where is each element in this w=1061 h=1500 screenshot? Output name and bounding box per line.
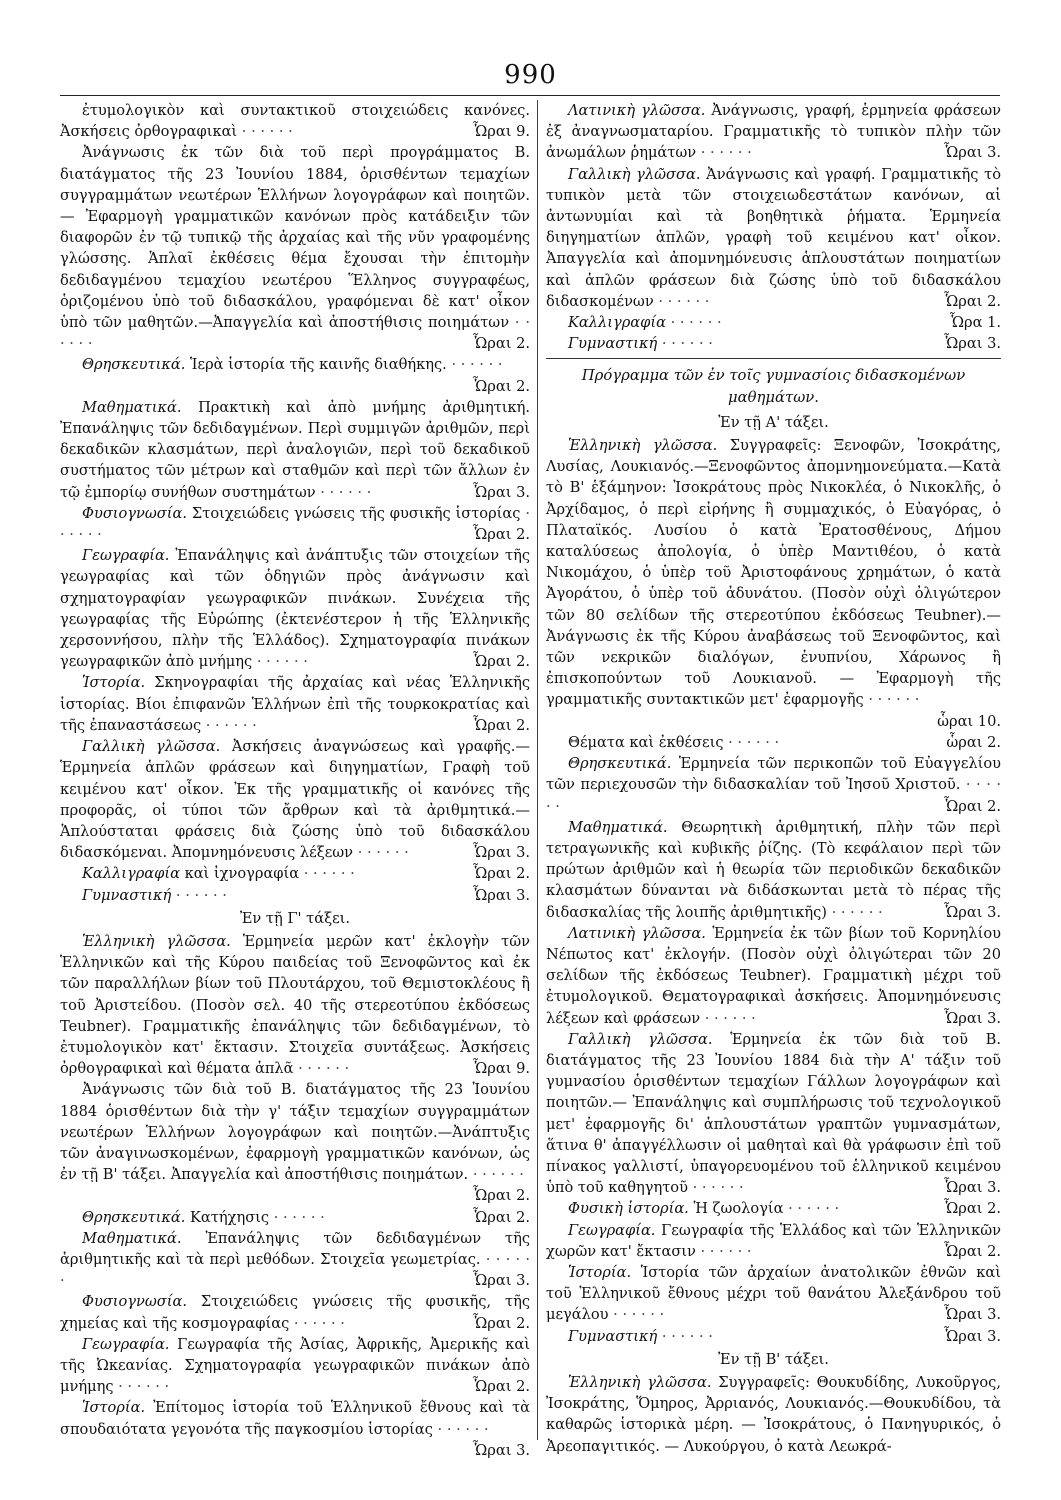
dot-leader: · · · · · · <box>608 1306 665 1324</box>
course-text <box>60 545 530 672</box>
course-text <box>546 923 1001 1029</box>
hours-per-week: Ὧρα 1. <box>949 314 1001 332</box>
subject-label: Γυμναστική <box>568 1327 658 1345</box>
hours-per-week: Ὧραι 2. <box>473 865 530 883</box>
subject-label: Λατινικὴ γλῶσσα. <box>568 102 706 119</box>
subject-label: Ἑλληνικὴ γλῶσσα. <box>82 932 231 950</box>
course-description: Ἡ ζωολογία <box>693 1200 784 1218</box>
course-entry <box>60 1291 530 1333</box>
course-description: Θέματα καὶ ἐκθέσεις <box>568 733 724 751</box>
hours-per-week: Ὧραι 2. <box>473 1314 530 1332</box>
subject-label: Ἑλληνικὴ γλῶσσα. <box>568 437 718 455</box>
course-text <box>546 1198 1001 1219</box>
hours-per-week: Ὧραι 2. <box>473 716 530 734</box>
course-description: Κατήχησις <box>190 1208 270 1226</box>
dot-leader: · · · · · · <box>269 1208 325 1226</box>
course-entry <box>546 333 1001 354</box>
course-entry <box>60 1079 530 1206</box>
course-text <box>546 817 1001 923</box>
course-text <box>546 753 1001 817</box>
subject-label: Ἱστορία. <box>82 674 146 692</box>
hours-per-week: Ὧραι 2. <box>473 1378 530 1396</box>
hours-per-week: Ὧραι 3. <box>473 1441 530 1459</box>
subject-label: Γυμναστική <box>82 886 172 904</box>
course-entry <box>546 1029 1001 1199</box>
dot-leader: · · · · · · <box>696 144 752 162</box>
subject-label: Γυμναστική <box>568 335 658 353</box>
dot-leader: · · · · · · <box>353 844 409 862</box>
subject-label: Ἑλληνικὴ γλῶσσα. <box>568 1373 712 1391</box>
dot-leader: · · · · · · <box>661 335 713 353</box>
course-description: Πρακτικὴ καὶ ἀπὸ μνήμης ἀριθμητική. Ἐπανάληψις τῶν δεδιδαγμένων. Περὶ συμμιγῶν ἀριθμῶν, περὶ δεκαδικῶν κλασμάτων, περὶ ἀναλογιῶν, περὶ τοῦ δεκαδικοῦ συστήματος τῶν μέτρων καὶ σταθμῶν καὶ περὶ τῶν ἄλλων ἐν τῷ ἐμπορίῳ συνήθων συστημάτων <box>60 398 530 501</box>
dot-leader: · · · · · · <box>113 1378 170 1396</box>
course-description: Ἐπίτομος ἱστορία τοῦ Ἑλληνικοῦ ἔθνους καὶ τὰ σπουδαιότατα γεγονότα τῆς παγκοσμίου ἱστορίας <box>60 1399 531 1438</box>
subject-label: Καλλιγραφία <box>568 314 666 332</box>
page-number: 990 <box>504 60 557 90</box>
hours-per-week: Ὧραι 2. <box>944 1200 1001 1218</box>
dot-leader: · · · · · · <box>468 1166 524 1184</box>
dot-leader: · · · · · · <box>687 1179 744 1197</box>
course-description: Ἀνάγνωσις, γραφή, ἑρμηνεία φράσεων ἐξ ἀναγνωσματαρίου. Γραμματικῆς τὸ τυπικὸν πλὴν τῶν ἀνωμάλων ῥημάτων <box>546 102 1001 162</box>
hours-per-week: Ὧραι 3. <box>944 903 1001 921</box>
dot-leader: · · · · · · <box>546 776 1001 815</box>
course-description: Γεωγραφία τῆς Ἀσίας, Ἀφρικῆς, Ἀμερικῆς καὶ τῆς Ὠκεανίας. Σχηματογραφία γεωγραφικῶν πινάκων ἀπὸ μνήμης <box>60 1335 531 1396</box>
dot-leader: · · · · · · <box>826 903 883 921</box>
course-entry <box>60 1397 530 1461</box>
dot-leader: · · · · · · <box>723 733 780 751</box>
course-description: Ἑρμηνεία τῶν περικοπῶν τοῦ Εὐαγγελίου τῶν περιεχουσῶν τὴν διδασκαλίαν τοῦ Ἰησοῦ Χριστοῦ. <box>546 755 1002 794</box>
subject-label: Λατινικὴ γλῶσσα. <box>568 924 706 942</box>
hours-per-week: Ὧραι 3. <box>944 144 1001 162</box>
hours-per-week: Ὧραι 2. <box>473 335 530 353</box>
course-entry <box>60 885 530 906</box>
course-text <box>60 354 530 396</box>
course-text <box>60 931 530 1079</box>
course-text <box>546 1029 1001 1199</box>
course-entry <box>60 1207 530 1228</box>
right-column <box>546 100 1002 1455</box>
course-entry <box>546 817 1001 923</box>
course-description: Ἱστορία τῶν ἀρχαίων ἀνατολικῶν ἐθνῶν καὶ τοῦ Ἑλληνικοῦ ἔθνους μέχρι τοῦ θανάτου Ἀλεξάνδρου τοῦ μεγάλου <box>546 1263 1002 1324</box>
column-divider <box>537 100 538 1440</box>
hours-per-week: Ὧραι 3. <box>473 1272 530 1290</box>
course-entry <box>60 736 530 863</box>
course-entry <box>546 923 1001 1029</box>
course-entry <box>60 863 530 884</box>
class-section-heading: Ἐν τῇ Γ' τάξει. <box>239 909 351 927</box>
course-text <box>60 1334 530 1398</box>
course-text <box>546 1326 1001 1347</box>
subject-label: Φυσιογνωσία. <box>82 504 187 522</box>
course-description: Ἀνάγνωσις ἐκ τῶν διὰ τοῦ περὶ προγράμματος Β. διατάγματος τῆς 23 Ἰουνίου 1884, ὁρισθέντων τεμαχίων συγγραμμάτων νεωτέρων Ἑλλήνων λογογράφων καὶ ποιητῶν.— Ἐφαρμογὴ γραμματικῶν κανόνων πρὸς κατάδειξιν τῶν διαφορῶν ἐν τῷ τυπικῷ τῆς ἀρχαίας καὶ τῆς νῦν γραφομένης γλώσσης. Ἁπλαῖ ἐκθέσεις θέμα ἔχουσαι τὴν ἐπιτομὴν δεδιδαγμένου τεμαχίου νεωτέρου Ἕλληνος συγγραφέως, ὁριζομένου ὑπὸ τοῦ διδασκάλου, γραφόμεναι δὲ κατ' οἶκον ὑπὸ τῶν μαθητῶν.—Ἀπαγγελία καὶ ἀποστήθισις ποιημάτων <box>60 144 530 332</box>
header-rule <box>60 95 1000 96</box>
course-entry <box>546 1220 1001 1262</box>
course-description: καὶ ἰχνογραφία <box>184 865 300 883</box>
hours-per-week: Ὧραι 3. <box>473 483 530 501</box>
course-entry <box>60 1334 530 1398</box>
course-text <box>546 312 1001 333</box>
dot-leader: · · · · · · <box>201 716 257 734</box>
hours-per-week: Ὧραι 3. <box>473 886 530 904</box>
course-entry <box>60 100 530 142</box>
hours-per-week: Ὧραι 3. <box>944 1327 1001 1345</box>
course-text <box>60 397 530 503</box>
subject-label: Θρησκευτικά. <box>82 1208 186 1226</box>
course-entry <box>546 753 1001 817</box>
course-entry <box>546 164 1001 312</box>
course-entry <box>546 1326 1001 1347</box>
dot-leader: · · · · · · <box>299 865 355 883</box>
course-text <box>60 863 530 884</box>
course-text <box>60 1291 530 1333</box>
subject-label: Γεωγραφία. <box>82 1335 170 1353</box>
course-description: ἐτυμολογικὸν καὶ συντακτικοῦ στοιχειώδεις κανόνες. Ἀσκήσεις ὀρθογραφικαὶ <box>60 102 530 141</box>
subject-label: Φυσικὴ ἱστορία. <box>568 1200 689 1218</box>
dot-leader: · · · · · · <box>315 483 372 501</box>
hours-per-week: Ὧραι 9. <box>473 123 530 141</box>
dot-leader: · · · · · · <box>175 886 227 904</box>
dot-leader: · · · · · · <box>695 1242 752 1260</box>
subject-label: Γαλλικὴ γλῶσσα. <box>568 165 701 183</box>
course-description: Γεωγραφία τῆς Ἑλλάδος καὶ τῶν Ἑλληνικῶν χωρῶν κατ' ἔκτασιν <box>546 1221 1002 1260</box>
dot-leader: · · · · · · <box>60 314 530 353</box>
course-entry <box>60 354 530 396</box>
dot-leader: · · · · · · <box>653 292 710 310</box>
course-text <box>60 736 530 863</box>
course-text <box>546 1262 1001 1326</box>
hours-per-week: Ὧραι 9. <box>473 1060 530 1078</box>
course-entry <box>546 1262 1001 1326</box>
course-text <box>546 1220 1001 1262</box>
dot-leader: · · · · · · <box>60 1250 531 1290</box>
course-text <box>60 885 530 906</box>
course-description: Στοιχειώδεις γνώσεις τῆς φυσικῆς, τῆς χημείας καὶ τῆς κοσμογραφίας <box>60 1293 530 1332</box>
course-description: Ἀσκήσεις ἀναγνώσεως καὶ γραφῆς.— Ἑρμηνεία ἁπλῶν φράσεων καὶ διηγηματίων, Γραφὴ τοῦ κειμένου κατ' οἶκον. Ἐκ τῆς γραμματικῆς οἱ κανόνες τῆς προφορᾶς, οἱ τύποι τῶν ἄρθρων καὶ τὰ ἀριθμητικά.— Ἁπλούσταται φράσεις διὰ ζώσης ὑπὸ τοῦ διδασκάλου διδασκόμεναι. Ἀπομνημόνευσις λέξεων <box>60 738 530 862</box>
course-description: Ἱερὰ ἱστορία τῆς καινῆς διαθήκης. <box>190 356 447 374</box>
subject-label: Ἱστορία. <box>82 1399 146 1417</box>
course-entry <box>546 1198 1001 1219</box>
course-text <box>60 142 530 354</box>
program-title: Πρόγραμμα τῶν ἐν τοῖς γυμνασίοις διδασκομένων μαθημάτων. <box>581 367 966 406</box>
course-entry <box>546 732 1001 753</box>
course-text <box>546 164 1001 312</box>
hours-per-week: Ὧραι 2. <box>473 1208 530 1226</box>
course-entry <box>546 312 1001 333</box>
course-text <box>60 1228 530 1292</box>
course-entry <box>60 545 530 672</box>
course-description: Ἑρμηνεία μερῶν κατ' ἐκλογὴν τῶν Ἑλληνικῶν καὶ τῆς Κύρου παιδείας τοῦ Ξενοφῶντος καὶ ἐκ τῶν παραλλήλων βίων τοῦ Πλουτάρχου, τοῦ Θεμιστοκλέους ἢ τοῦ Ἀριστείδου. (Ποσὸν σελ. 40 τῆς στερεοτύπου ἐκδόσεως Teubner). Γραμματικῆς ἐπανάληψις τῶν δεδιδαγμένων, τὸ ἐτυμολογικὸν κατ' ἔκτασιν. Στοιχεῖα συντάξεως. Ἀσκήσεις ὀρθογραφικαὶ καὶ θέματα ἁπλᾶ <box>60 932 530 1078</box>
course-description: Συγγραφεῖς: Θουκυδίδης, Λυκοῦργος, Ἰσοκράτης, Ὅμηρος, Ἀρριανός, Λουκιανός.—Θουκυδίδου, τὰ καθαρῶς ἱστορικὰ μέρη. — Ἰσοκράτους, ὁ Πανηγυρικός, ὁ Ἀρεοπαγιτικός. — Λυκούργου, ὁ κατὰ Λεωκρά- <box>546 1373 1001 1455</box>
subject-label: Φυσιογνωσία. <box>82 1293 187 1311</box>
hours-per-week: Ὧραι 2. <box>944 1242 1001 1260</box>
course-description: Θεωρητικὴ ἀριθμητική, πλὴν τῶν περὶ τετραγωνικῆς καὶ κυβικῆς ῥίζης. (Τὸ κεφάλαιον περὶ τῶν πρώτων ἀριθμῶν καὶ ἡ θεωρία τῶν περιοδικῶν δεκαδικῶν κλασμάτων δύνανται νὰ διδάσκωνται μετὰ τὸ πέρας τῆς διδασκαλίας τῆς λοιπῆς ἀριθμητικῆς) <box>546 818 1001 921</box>
dot-leader: · · · · · · <box>446 356 503 374</box>
hours-per-week: Ὧραι 3. <box>944 1306 1001 1324</box>
course-entry <box>60 931 530 1079</box>
course-entry <box>60 503 530 545</box>
course-description: Συγγραφεῖς: Ξενοφῶν, Ἰσοκράτης, Λυσίας, Λουκιανός.—Ξενοφῶντος ἀπομνημονεύματα.—Κατὰ τὸ Β' ἑξάμηνον: Ἰσοκράτους πρὸς Νικοκλέα, ὁ Νικοκλῆς, ὁ Ἀρχίδαμος, ὁ περὶ εἰρήνης ἢ συμμαχικός, ὁ Εὐαγόρας, ὁ Πλαταϊκός. Λυσίου ὁ κατὰ Ἐρατοσθένους, Δήμου καταλύσεως ἀπολογία, ὁ ὑπὲρ Μαντιθέου, ὁ κατὰ Νικομάχου, ὁ ὑπὲρ τοῦ Ἀριστοφάνους χρημάτων, ὁ κατὰ Ἀγοράτου, ὁ ὑπὲρ τοῦ ἀδυνάτου. (Ποσὸν οὐχὶ ὀλιγώτερον τῶν 80 σελίδων τῆς στερεοτύπου ἐκδόσεως Teubner).— Ἀνάγνωσις ἐκ τῆς Κύρου ἀναβάσεως τοῦ Ξενοφῶντος, καὶ τῶν νεκρικῶν διαλόγων, ἐνυπνίου, Χάρωνος ἢ ἐπισκοπούντων τοῦ Λουκιανοῦ. — Ἐφαρμογὴ τῆς γραμματικῆς συντακτικῶν μετ' ἐφαρμογῆς <box>546 437 1002 709</box>
course-description: Ἀνάγνωσις καὶ γραφή. Γραμματικῆς τὸ τυπικὸν μετὰ τῶν στοιχειωδεστάτων κανόνων, αἱ ἀντωνυμίαι καὶ τὰ βοηθητικὰ ῥήματα. Ἑρμηνεία διηγηματίων ἁπλῶν, γραφὴ τοῦ κειμένου κατ' οἶκον. Ἀπαγγελία καὶ ἀπομνημόνευσις ἁπλουστάτων ποιηματίων καὶ ἁπλῶν φράσεων διὰ ζώσης ὑπὸ τοῦ διδασκάλου διδασκομένων <box>546 165 1001 310</box>
hours-per-week: Ὧραι 2. <box>944 797 1001 815</box>
course-text <box>60 503 530 545</box>
course-description: Ἐπανάληψις τῶν δεδιδαγμένων τῆς ἀριθμητικῆς καὶ τὰ περὶ μεθόδων. Στοιχεῖα γεωμετρίας. <box>60 1229 531 1268</box>
course-description: Ἑρμηνεία ἐκ τῶν βίων τοῦ Κορνηλίου Νέπωτος κατ' ἐκλογήν. (Ποσὸν οὐχὶ ὀλιγώτεραι τῶν 20 σελίδων τῆς ἐκδόσεως Teubner). Γραμματικὴ μέχρι τοῦ ἐτυμολογικοῦ. Θεματογραφικαὶ ἀσκήσεις. Ἀπομνημόνευσις λέξεων καὶ φράσεων <box>546 924 1002 1027</box>
subject-label: Γαλλικὴ γλῶσσα. <box>82 738 221 756</box>
course-description: Σκηνογραφίαι τῆς ἀρχαίας καὶ νέας Ἑλληνικῆς ἱστορίας. Βίοι ἐπιφανῶν Ἑλλήνων ἐπὶ τῆς τουρκοκρατίας καὶ τῆς ἐπαναστάσεως <box>60 674 530 734</box>
course-entry <box>60 142 530 354</box>
hours-per-week: Ὧραι 3. <box>944 1179 1001 1197</box>
subject-label: Γεωγραφία. <box>568 1221 656 1239</box>
dot-leader: · · · · · · <box>60 504 530 544</box>
course-description: Στοιχειώδεις γνώσεις τῆς φυσικῆς ἱστορίας <box>191 504 521 522</box>
subject-label: Μαθηματικά. <box>82 398 182 416</box>
dot-leader: · · · · · · <box>863 691 920 709</box>
subject-label: Ἱστορία. <box>568 1263 632 1281</box>
section-rule <box>546 358 1001 359</box>
course-text <box>546 100 1001 164</box>
dot-leader: · · · · · · <box>237 123 293 141</box>
course-text <box>60 100 530 142</box>
left-column <box>60 100 531 1459</box>
hours-per-week: Ὧραι 3. <box>944 1009 1001 1027</box>
subject-label: Γεωγραφία. <box>82 547 170 565</box>
course-entry <box>546 435 1001 732</box>
subject-label: Γαλλικὴ γλῶσσα. <box>568 1030 713 1048</box>
course-text <box>60 1207 530 1228</box>
dot-leader: · · · · · · <box>293 1060 350 1078</box>
course-description: Ἑρμηνεία ἐκ τῶν διὰ τοῦ Β. διατάγματος τῆς 23 Ἰουνίου 1884 διὰ τὴν Α' τάξιν τοῦ γυμνασίου ὁρισθέντων τεμαχίων Γάλλων λογογράφων καὶ ποιητῶν.— Ἐπανάληψις καὶ συμπλήρωσις τοῦ τεχνολογικοῦ μετ' ἐφαρμογῆς δι' ἁπλουστάτων γραπτῶν γυμνασμάτων, ἅτινα θ' ἀπαγγέλλωσιν οἱ μαθηταὶ καὶ θὰ γράφωσιν ἐπὶ τοῦ πίνακος γαλλιστί, ὑπαγορευομένου τοῦ ἑλληνικοῦ κειμένου ὑπὸ τοῦ καθηγητοῦ <box>546 1030 1002 1197</box>
hours-per-week: ὧραι 10. <box>937 712 1001 730</box>
course-text <box>546 732 1001 753</box>
hours-per-week: Ὧραι 2. <box>473 526 530 544</box>
hours-per-week: Ὧραι 2. <box>944 292 1001 310</box>
dot-leader: · · · · · · <box>252 653 308 671</box>
subject-label: Μαθηματικά. <box>568 818 668 836</box>
dot-leader: · · · · · · <box>432 1420 489 1438</box>
dot-leader: · · · · · · <box>783 1200 840 1218</box>
course-text <box>546 333 1001 354</box>
course-entry <box>546 100 1001 164</box>
course-text <box>60 672 530 736</box>
hours-per-week: Ὧραι 3. <box>944 335 1001 353</box>
subject-label: Καλλιγραφία <box>82 865 180 883</box>
course-text <box>60 1079 530 1206</box>
dot-leader: · · · · · · <box>700 1009 756 1027</box>
dot-leader: · · · · · · <box>670 314 722 332</box>
course-text <box>546 435 1001 732</box>
class-section-heading: Ἐν τῇ Α' τάξει. <box>718 413 829 431</box>
hours-per-week: ὧραι 2. <box>946 733 1001 751</box>
subject-label: Μαθηματικά. <box>82 1229 182 1247</box>
dot-leader: · · · · · · <box>661 1327 713 1345</box>
course-entry <box>60 672 530 736</box>
subject-label: Θρησκευτικά. <box>82 356 186 374</box>
hours-per-week: Ὧραι 2. <box>473 653 530 671</box>
course-text <box>546 1372 1001 1457</box>
hours-per-week: Ὧραι 3. <box>473 844 530 862</box>
course-entry <box>546 1372 1001 1457</box>
course-text <box>60 1397 530 1461</box>
subject-label: Θρησκευτικά. <box>568 755 672 773</box>
course-entry <box>60 397 530 503</box>
hours-per-week: Ὧραι 2. <box>473 1187 530 1205</box>
course-entry <box>60 1228 530 1292</box>
course-description: Ἀνάγνωσις τῶν διὰ τοῦ Β. διατάγματος τῆς 23 Ἰουνίου 1884 ὁρισθέντων διὰ τὴν γ' τάξιν τεμαχίων συγγραμμάτων νεωτέρων Ἑλλήνων λογογράφων καὶ ποιητῶν.—Ἀνάπτυξις τῶν ἀναγινωσκομένων, ἐφαρμογὴ γραμματικῶν κανόνων, ὡς ἐν τῇ Β' τάξει. Ἀπαγγελία καὶ ἀποστήθισις ποιημάτων. <box>60 1081 530 1184</box>
class-section-heading: Ἐν τῇ Β' τάξει. <box>718 1350 829 1368</box>
hours-per-week: Ὧραι 2. <box>473 377 530 395</box>
dot-leader: · · · · · · <box>289 1314 345 1332</box>
course-description: Ἐπανάληψις καὶ ἀνάπτυξις τῶν στοιχείων τῆς γεωγραφίας καὶ τῶν ὁδηγιῶν πρὸς ἀνάγνωσιν καὶ σχηματογραφίαν γεωγραφικῶν πινάκων. Συνέχεια τῆς γεωγραφίας τῆς Εὐρώπης (ἐκτενέστερον ἡ τῆς Ἑλληνικῆς χερσοννήσου, πλὴν τῆς Ἑλλάδος). Σχηματογραφία πινάκων γεωγραφικῶν ἀπὸ μνήμης <box>60 547 530 671</box>
